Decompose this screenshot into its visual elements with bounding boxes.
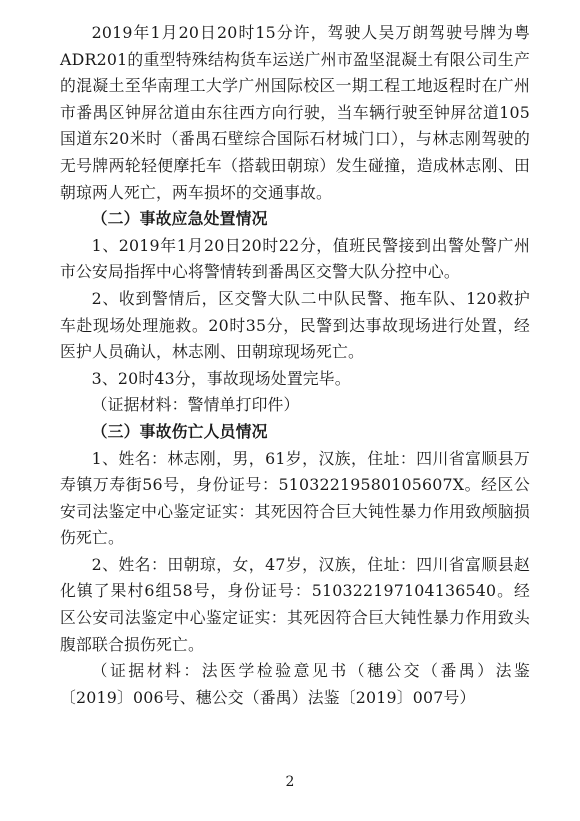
- casualty-item-2: 2、姓名：田朝琼，女，47岁，汉族，住址：四川省富顺县赵化镇了果村6组58号，身份证号：510322197104136540。经区公安司法鉴定中心鉴定证实：其死因符合巨大钝性暴力作用致头腹部联合损伤死亡。: [60, 554, 530, 654]
- casualty-item-1: 1、姓名：林志刚，男，61岁，汉族，住址：四川省富顺县万寿镇万寿街56号，身份证号：51032219580105607X。经区公安司法鉴定中心鉴定证实：其死因符合巨大钝性暴力作用致颅脑损伤死亡。: [60, 448, 530, 548]
- section-heading-casualties: （三）事故伤亡人员情况: [91, 421, 268, 441]
- response-item-3: 3、20时43分，事故现场处置完毕。: [91, 368, 351, 388]
- response-item-1: 1、2019年1月20日20时22分，值班民警接到出警处警广州市公安局指挥中心将警情转到番禺区交警大队分控中心。: [60, 235, 530, 282]
- response-item-2: 2、收到警情后，区交警大队二中队民警、拖车队、120救护车赴现场处理施救。20时35分，民警到达事故现场进行处置，经医护人员确认，林志刚、田朝琼现场死亡。: [60, 288, 530, 362]
- evidence-note-2: （证据材料：法医学检验意见书（穗公交（番禺）法鉴〔2019〕006号、穗公交（番禺）法鉴〔2019〕007号）: [60, 661, 530, 707]
- accident-summary-paragraph: 2019年1月20日20时15分许，驾驶人吴万朗驾驶号牌为粤ADR201的重型特殊结构货车运送广州市盈坚混凝土有限公司生产的混凝土至华南理工大学广州国际校区一期工程工地返程时在广州市番禺区钟屏岔道由东往西方向行驶，当车辆行驶至钟屏岔道105国道东20米时（番禺石壁综合国际石材城门口），与林志刚驾驶的无号牌两轮轻便摩托车（搭载田朝琼）发生碰撞，造成林志刚、田朝琼两人死亡，两车损坏的交通事故。: [60, 23, 530, 202]
- page-number: 2: [285, 774, 295, 790]
- evidence-note-1: （证据材料：警情单打印件）: [91, 395, 300, 415]
- document-body: [60, 20, 530, 711]
- section-heading-emergency-response: （二）事故应急处置情况: [91, 209, 268, 229]
